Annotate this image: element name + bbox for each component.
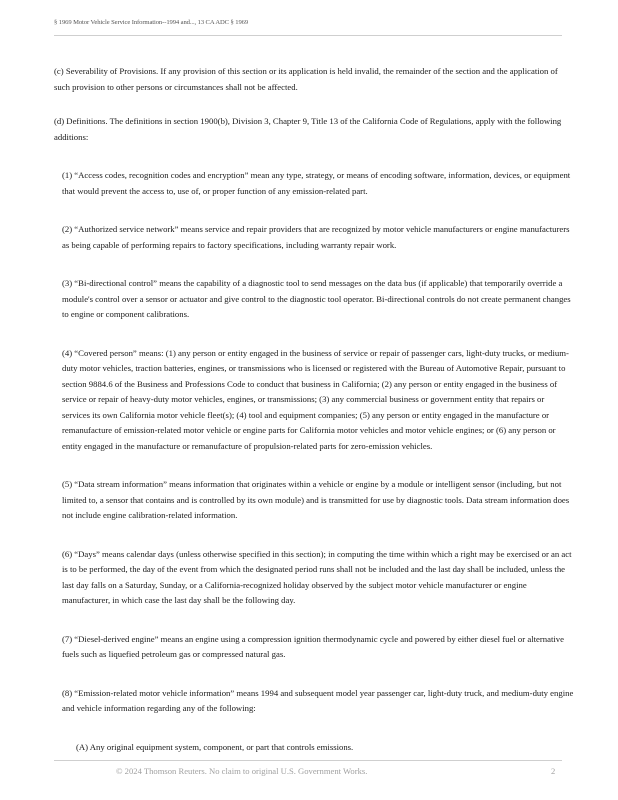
definition-days: (6) “Days” means calendar days (unless otherwise specified in this section); in computing the time within which a right may be exercised or an act is to be performed, the day of the event from which the designated period runs shall not be included and the last day shall be included, unless the last day falls on a Saturday, Sunday, or a California-recognized holiday observed by the subject motor vehicle manufacturer or engine manufacturer, in which case the last day shall be the following day. bbox=[62, 548, 572, 605]
running-header: § 1969 Motor Vehicle Service Information--1994 and..., 13 CA ADC § 1969 bbox=[54, 19, 249, 26]
definition-diesel-derived-engine: (7) “Diesel-derived engine” means an engine using a compression ignition thermodynamic cycle and powered by either diesel fuel or alternative fuels such as liquefied petroleum gas or compressed natural gas. bbox=[62, 633, 565, 659]
header-divider bbox=[54, 35, 562, 36]
definition-bi-directional-control: (3) “Bi-directional control” means the capability of a diagnostic tool to send messages on the data bus (if applicable) that temporarily override a module's control over a sensor or actuator and give control to the diagnostic tool operator. Bi-directional controls do not create permanent changes to engine or component calibrations. bbox=[62, 278, 571, 319]
definition-access-codes: (1) “Access codes, recognition codes and encryption” mean any type, strategy, or means of encoding software, information, devices, or equipment that would prevent the access to, use of, or proper function of any emission-related part. bbox=[62, 170, 571, 196]
document-body bbox=[54, 64, 574, 755]
definition-emission-related-information: (8) “Emission-related motor vehicle information” means 1994 and subsequent model year passenger car, light-duty truck, and medium-duty engine and vehicle information regarding any of the following: bbox=[62, 687, 574, 713]
definition-authorized-service-network: (2) “Authorized service network” means service and repair providers that are recognized by motor vehicle manufacturers or engine manufacturers as being capable of performing repairs to factory specifications, including warranty repair work. bbox=[62, 224, 570, 250]
footer-copyright: © 2024 Thomson Reuters. No claim to original U.S. Government Works. bbox=[116, 766, 368, 776]
footer-divider bbox=[54, 760, 562, 761]
page-number: 2 bbox=[551, 766, 556, 776]
definition-data-stream-information: (5) “Data stream information” means information that originates within a vehicle or engine by a module or intelligent sensor (including, but not limited to, a sensor that contains and is controlled by its own module) and is transmitted for use by diagnostic tools. Data stream information does not include engine calibration-related information. bbox=[62, 479, 570, 520]
definition-covered-person: (4) “Covered person” means: (1) any person or entity engaged in the business of service or repair of passenger cars, light-duty trucks, or medium-duty motor vehicles, traction batteries, engines, or transmissions who is licensed or registered with the Bureau of Automotive Repair, pursuant to section 9884.6 of the Business and Professions Code to conduct that business in California; (2) any person or entity engaged in the business of service or repair of heavy-duty motor vehicles, engines, or transmissions; (3) any commercial business or government entity that repairs or services its own California motor vehicle fleet(s); (4) tool and equipment companies; (5) any person or entity engaged in the manufacture or remanufacture of emission-related motor vehicle or engine parts for California motor vehicles and motor vehicle engines; or (6) any person or entity engaged in the manufacture or remanufacture of propulsion-related parts for zero-emission vehicles. bbox=[62, 347, 569, 451]
subdefinition-original-equipment: (A) Any original equipment system, component, or part that controls emissions. bbox=[76, 741, 354, 752]
paragraph-severability: (c) Severability of Provisions. If any provision of this section or its application is held invalid, the remainder of the section and the application of such provision to other persons or circumstances shall not be affected. bbox=[54, 66, 558, 92]
paragraph-definitions-intro: (d) Definitions. The definitions in section 1900(b), Division 3, Chapter 9, Title 13 of the California Code of Regulations, apply with the following additions: bbox=[54, 116, 562, 142]
